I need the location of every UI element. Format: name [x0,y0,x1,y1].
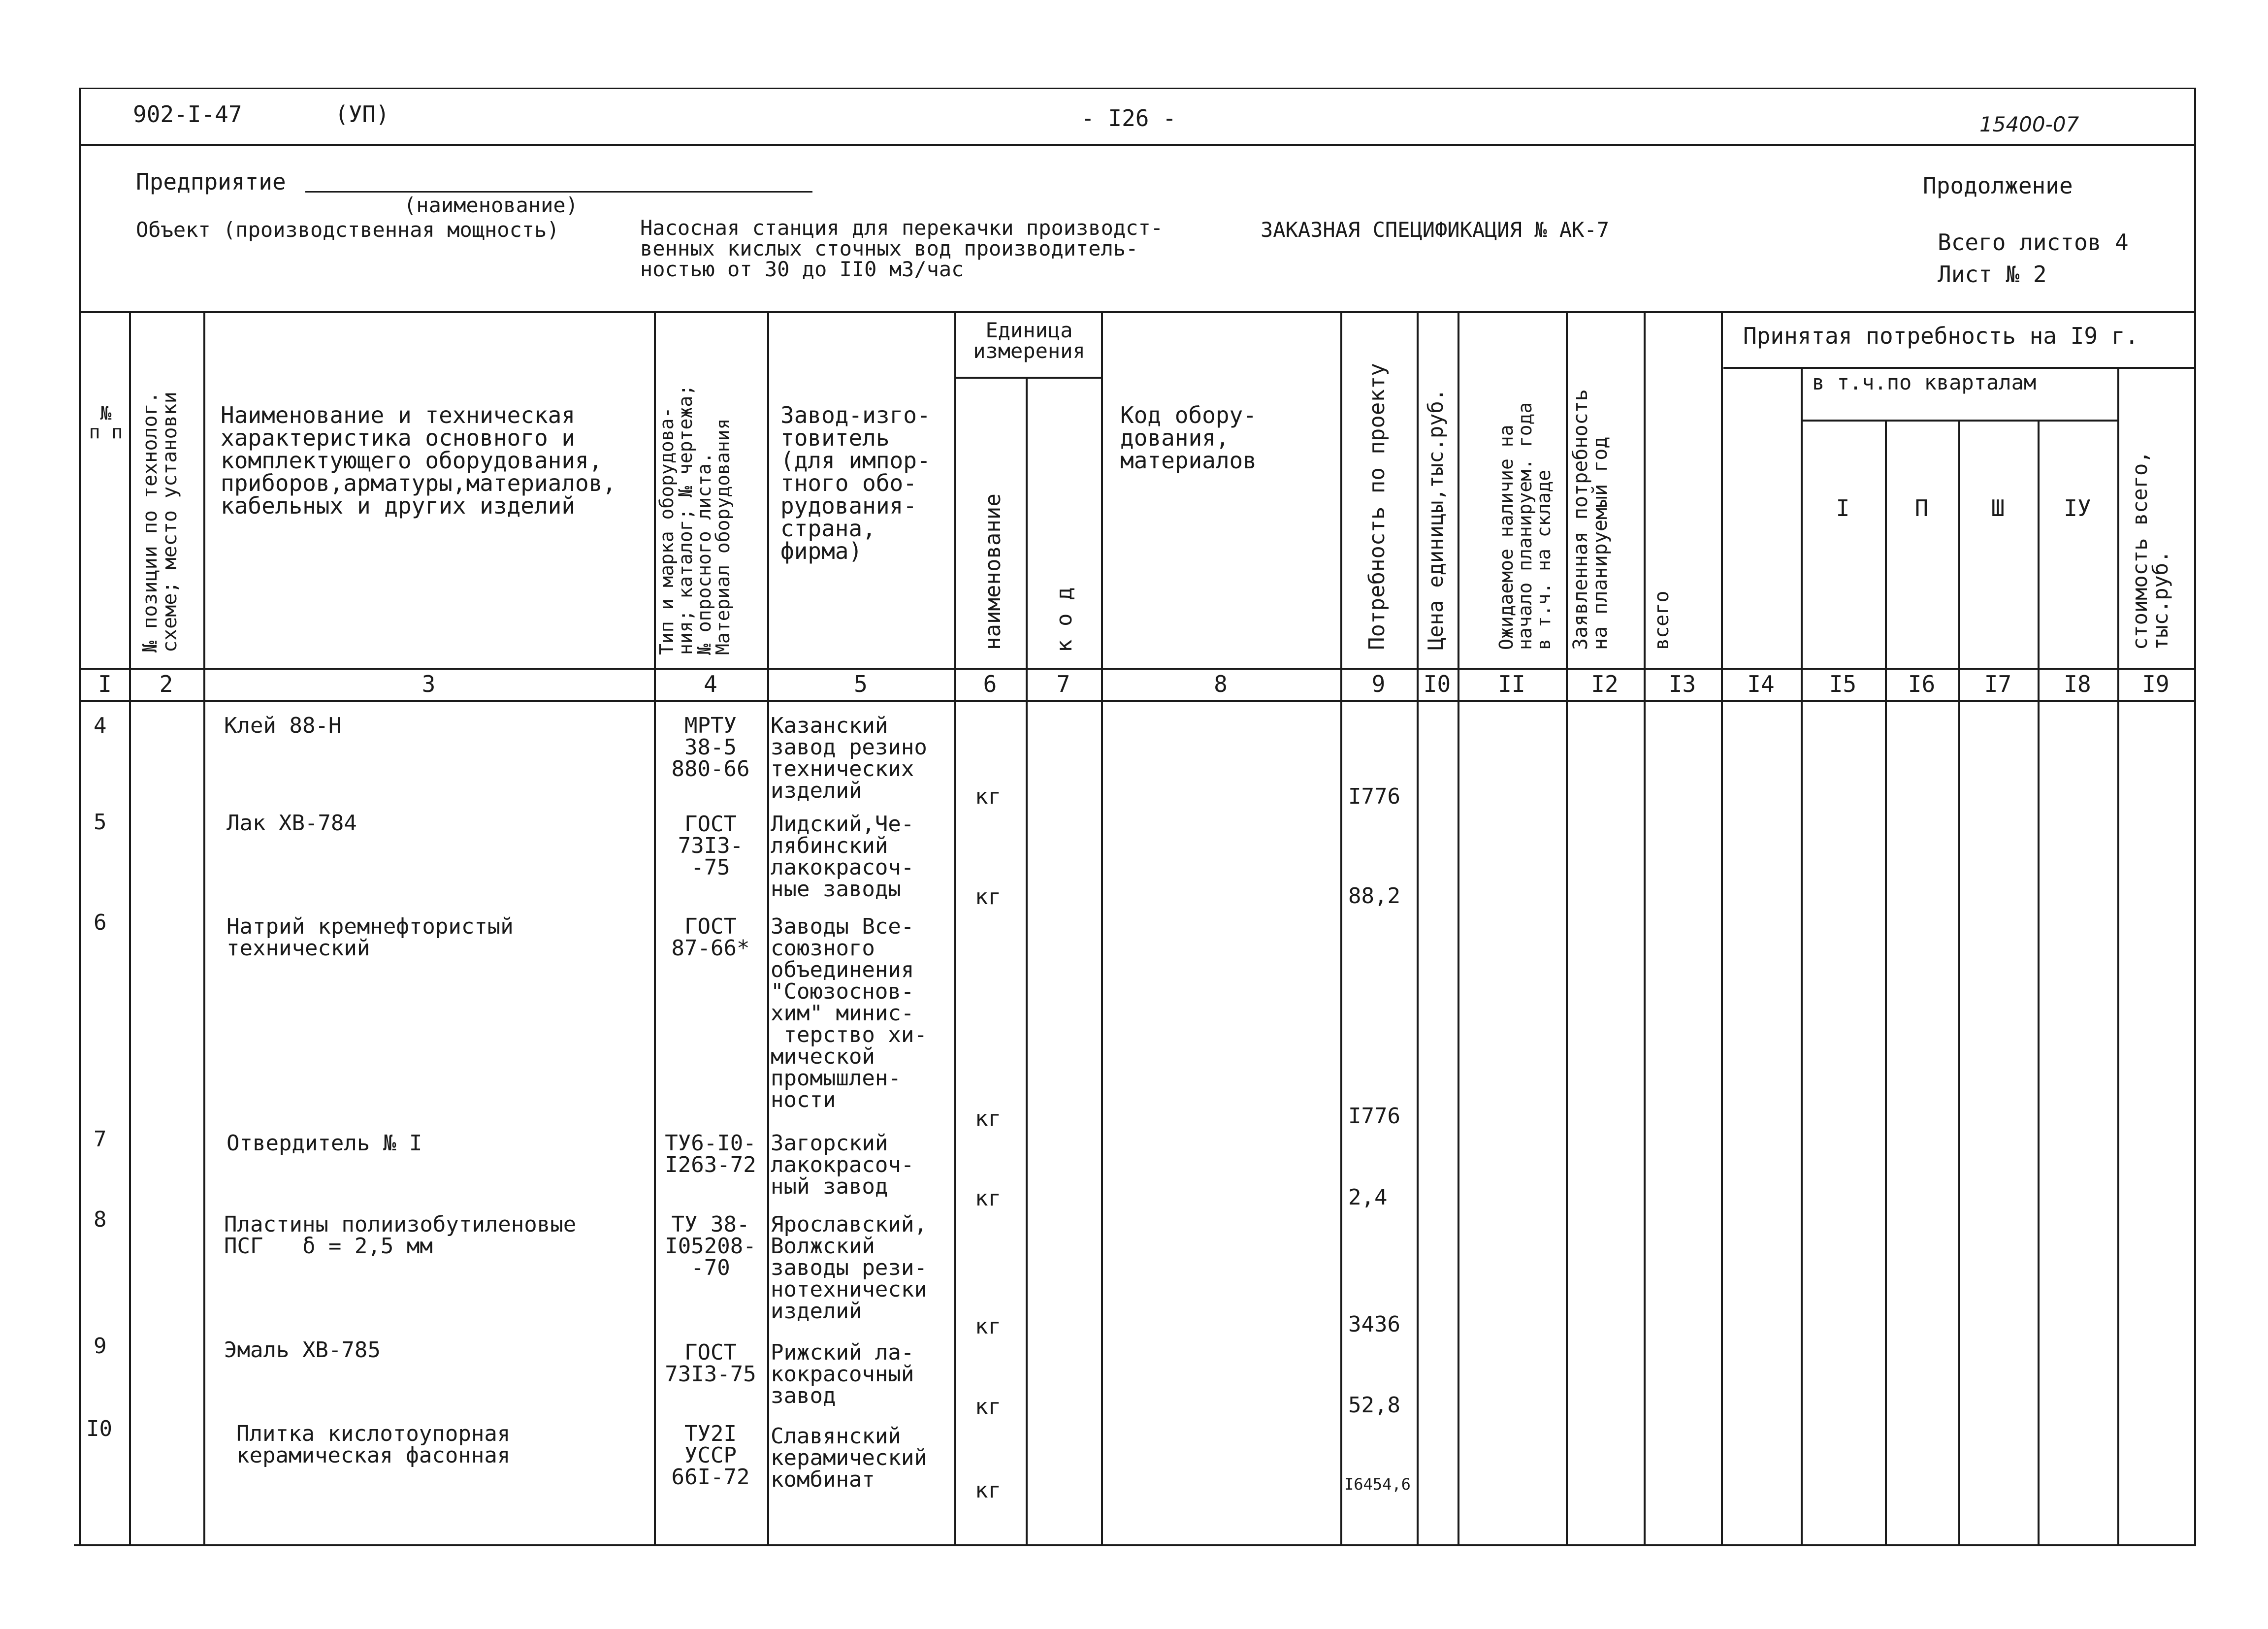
colnum-7: 7 [1056,671,1070,697]
colnum-13: I3 [1668,671,1696,697]
col-header-6: наименование [980,493,1005,650]
quarter-2: П [1914,495,1929,521]
header-separator [79,144,2196,146]
item-need: I776 [1348,1104,1400,1129]
item-unit: кг [975,1314,1001,1339]
colnum-9: 9 [1371,671,1386,697]
item-name: Натрий кремнефтористый технический [227,914,514,961]
title-separator [79,311,2196,313]
col-header-13: всего [1651,590,1673,650]
inventory-number: 15400-07 [1979,112,2079,136]
colnum-4: 4 [704,671,717,697]
object-label: Объект (производственная мощность) [136,218,559,242]
item-need: 88,2 [1348,883,1400,909]
doc-volume: (УП) [335,101,389,128]
table-bottom [74,1544,2196,1546]
colnum-18: I8 [2064,671,2091,697]
col-header-2: № позиции по технолог. схеме; место установки [139,391,181,652]
colnum-10: I0 [1423,671,1451,697]
item-need: 2,4 [1348,1185,1388,1210]
row-number: 6 [94,910,107,935]
row-number: 9 [94,1334,107,1359]
item-need: I776 [1348,784,1400,809]
colnum-3: 3 [421,671,436,697]
quarter-1: I [1836,495,1850,521]
unit-group-header: Единица измерения [973,318,1085,363]
colnum-1: I [98,671,112,697]
col-header-19: стоимость всего, тыс.руб. [2128,451,2172,650]
item-type: ТУ 38- I05208- -70 [665,1212,756,1280]
name-hint: (наименование) [404,193,579,217]
item-maker: Ярославский, Волжский заводы рези- нотехнически изделий [771,1212,927,1324]
item-need: 3436 [1348,1312,1400,1337]
col-header-12: Заявленная потребность на планируемый год [1569,389,1612,650]
colnum-8: 8 [1214,671,1228,697]
row-number: 8 [94,1207,107,1232]
item-maker: Казанский завод резино технических изделий [771,713,927,803]
col-header-3: Наименование и техническая характеристика основного и комплектующего оборудования, приборов,арматуры,материалов, кабельных и других изделий [221,402,616,519]
col-header-8: Код обору- дования, материалов [1120,402,1257,474]
row-number: 7 [94,1127,107,1152]
item-maker: Лидский,Че- лябинский лакокрасоч- ные заводы [771,812,914,902]
accepted-need-header: Принятая потребность на I9 г. [1743,323,2139,349]
unit-sub-line [955,377,1101,379]
colnum-2: 2 [159,671,173,697]
col-header-4: Тип и марка оборудова- ния; каталог; № чертежа; № опросного листа. Материал оборудования [656,384,734,655]
item-need: 52,8 [1348,1393,1400,1418]
col-header-10: Цена единицы,тыс.руб. [1424,388,1448,650]
right-border [2194,88,2196,1544]
row-number: 5 [94,810,107,835]
item-type: ГОСТ 87-66* [671,914,750,961]
continuation-label: Продолжение [1923,172,2073,199]
item-type: ГОСТ 73I3-75 [665,1340,756,1387]
colnum-11: II [1498,671,1525,697]
item-maker: Заводы Все- союзного объединения "Союзоснов- хим" минис- терство хи- мической промышлен- ности [771,914,927,1112]
sheets-total: Всего листов 4 [1938,229,2129,256]
top-border [79,88,2196,89]
quarters-header: в т.ч.по кварталам [1812,370,2037,394]
colnum-19: I9 [2142,671,2170,697]
doc-code: 902-I-47 [133,101,242,128]
colnum-17: I7 [1984,671,2012,697]
item-name: Эмаль ХВ-785 [224,1337,381,1363]
item-unit: кг [975,1106,1001,1131]
item-maker: Славянский керамический комбинат [771,1424,927,1492]
colnum-top [79,668,2196,670]
quarter-3: Ш [1991,495,2005,521]
row-number: I0 [86,1416,112,1441]
item-maker: Загорский лакокрасоч- ный завод [771,1131,914,1199]
item-type: МРТУ 38-5 880-66 [671,713,750,782]
item-name: Отвердитель № I [227,1131,422,1156]
colnum-6: 6 [983,671,997,697]
col-header-7: к о д [1052,587,1077,652]
item-name: Клей 88-Н [224,713,342,738]
item-unit: кг [975,884,1001,910]
colnum-14: I4 [1747,671,1775,697]
item-name: Пластины полиизобутиленовые ПСГ δ = 2,5 мм [224,1212,577,1259]
item-unit: кг [975,784,1001,809]
item-need: I6454,6 [1344,1475,1411,1494]
accepted-sub-line [1723,367,2196,369]
col-header-5: Завод-изго- товитель (для импор- тного обо- рудования- страна, фирма) [780,402,931,564]
item-unit: кг [975,1478,1001,1503]
item-type: ТУ2I УССР 66I-72 [671,1421,750,1490]
enterprise-underline [305,191,812,193]
col-header-11: Ожидаемое наличие на начало планируем. года в т.ч. на складе [1495,402,1555,650]
col-header-1: № п п [89,402,123,443]
item-type: ГОСТ 73I3- -75 [678,812,744,880]
object-description: Насосная станция для перекачки производст- венных кислых сточных вод производитель- ностью от 30 до II0 м3/час [640,216,1164,281]
left-border [79,88,81,1544]
colnum-5: 5 [854,671,868,697]
colnum-12: I2 [1591,671,1619,697]
item-unit: кг [975,1394,1001,1419]
page-number: - I26 - [1081,105,1176,131]
quarter-4: IУ [2064,495,2091,521]
col-header-9: Потребность по проекту [1364,363,1390,650]
colnum-16: I6 [1908,671,1936,697]
colnum-bottom [79,700,2196,702]
item-unit: кг [975,1186,1001,1211]
item-type: ТУ6-I0- I263-72 [665,1131,756,1177]
item-name: Лак ХВ-784 [227,811,357,836]
spec-title: ЗАКАЗНАЯ СПЕЦИФИКАЦИЯ № АК-7 [1261,218,1610,242]
item-maker: Рижский ла- кокрасочный завод [771,1340,914,1408]
item-name: Плитка кислотоупорная керамическая фасонная [236,1421,511,1468]
row-number: 4 [94,713,107,738]
enterprise-label: Предприятие [136,168,286,195]
colnum-15: I5 [1829,671,1857,697]
sheet-number: Лист № 2 [1938,261,2047,288]
